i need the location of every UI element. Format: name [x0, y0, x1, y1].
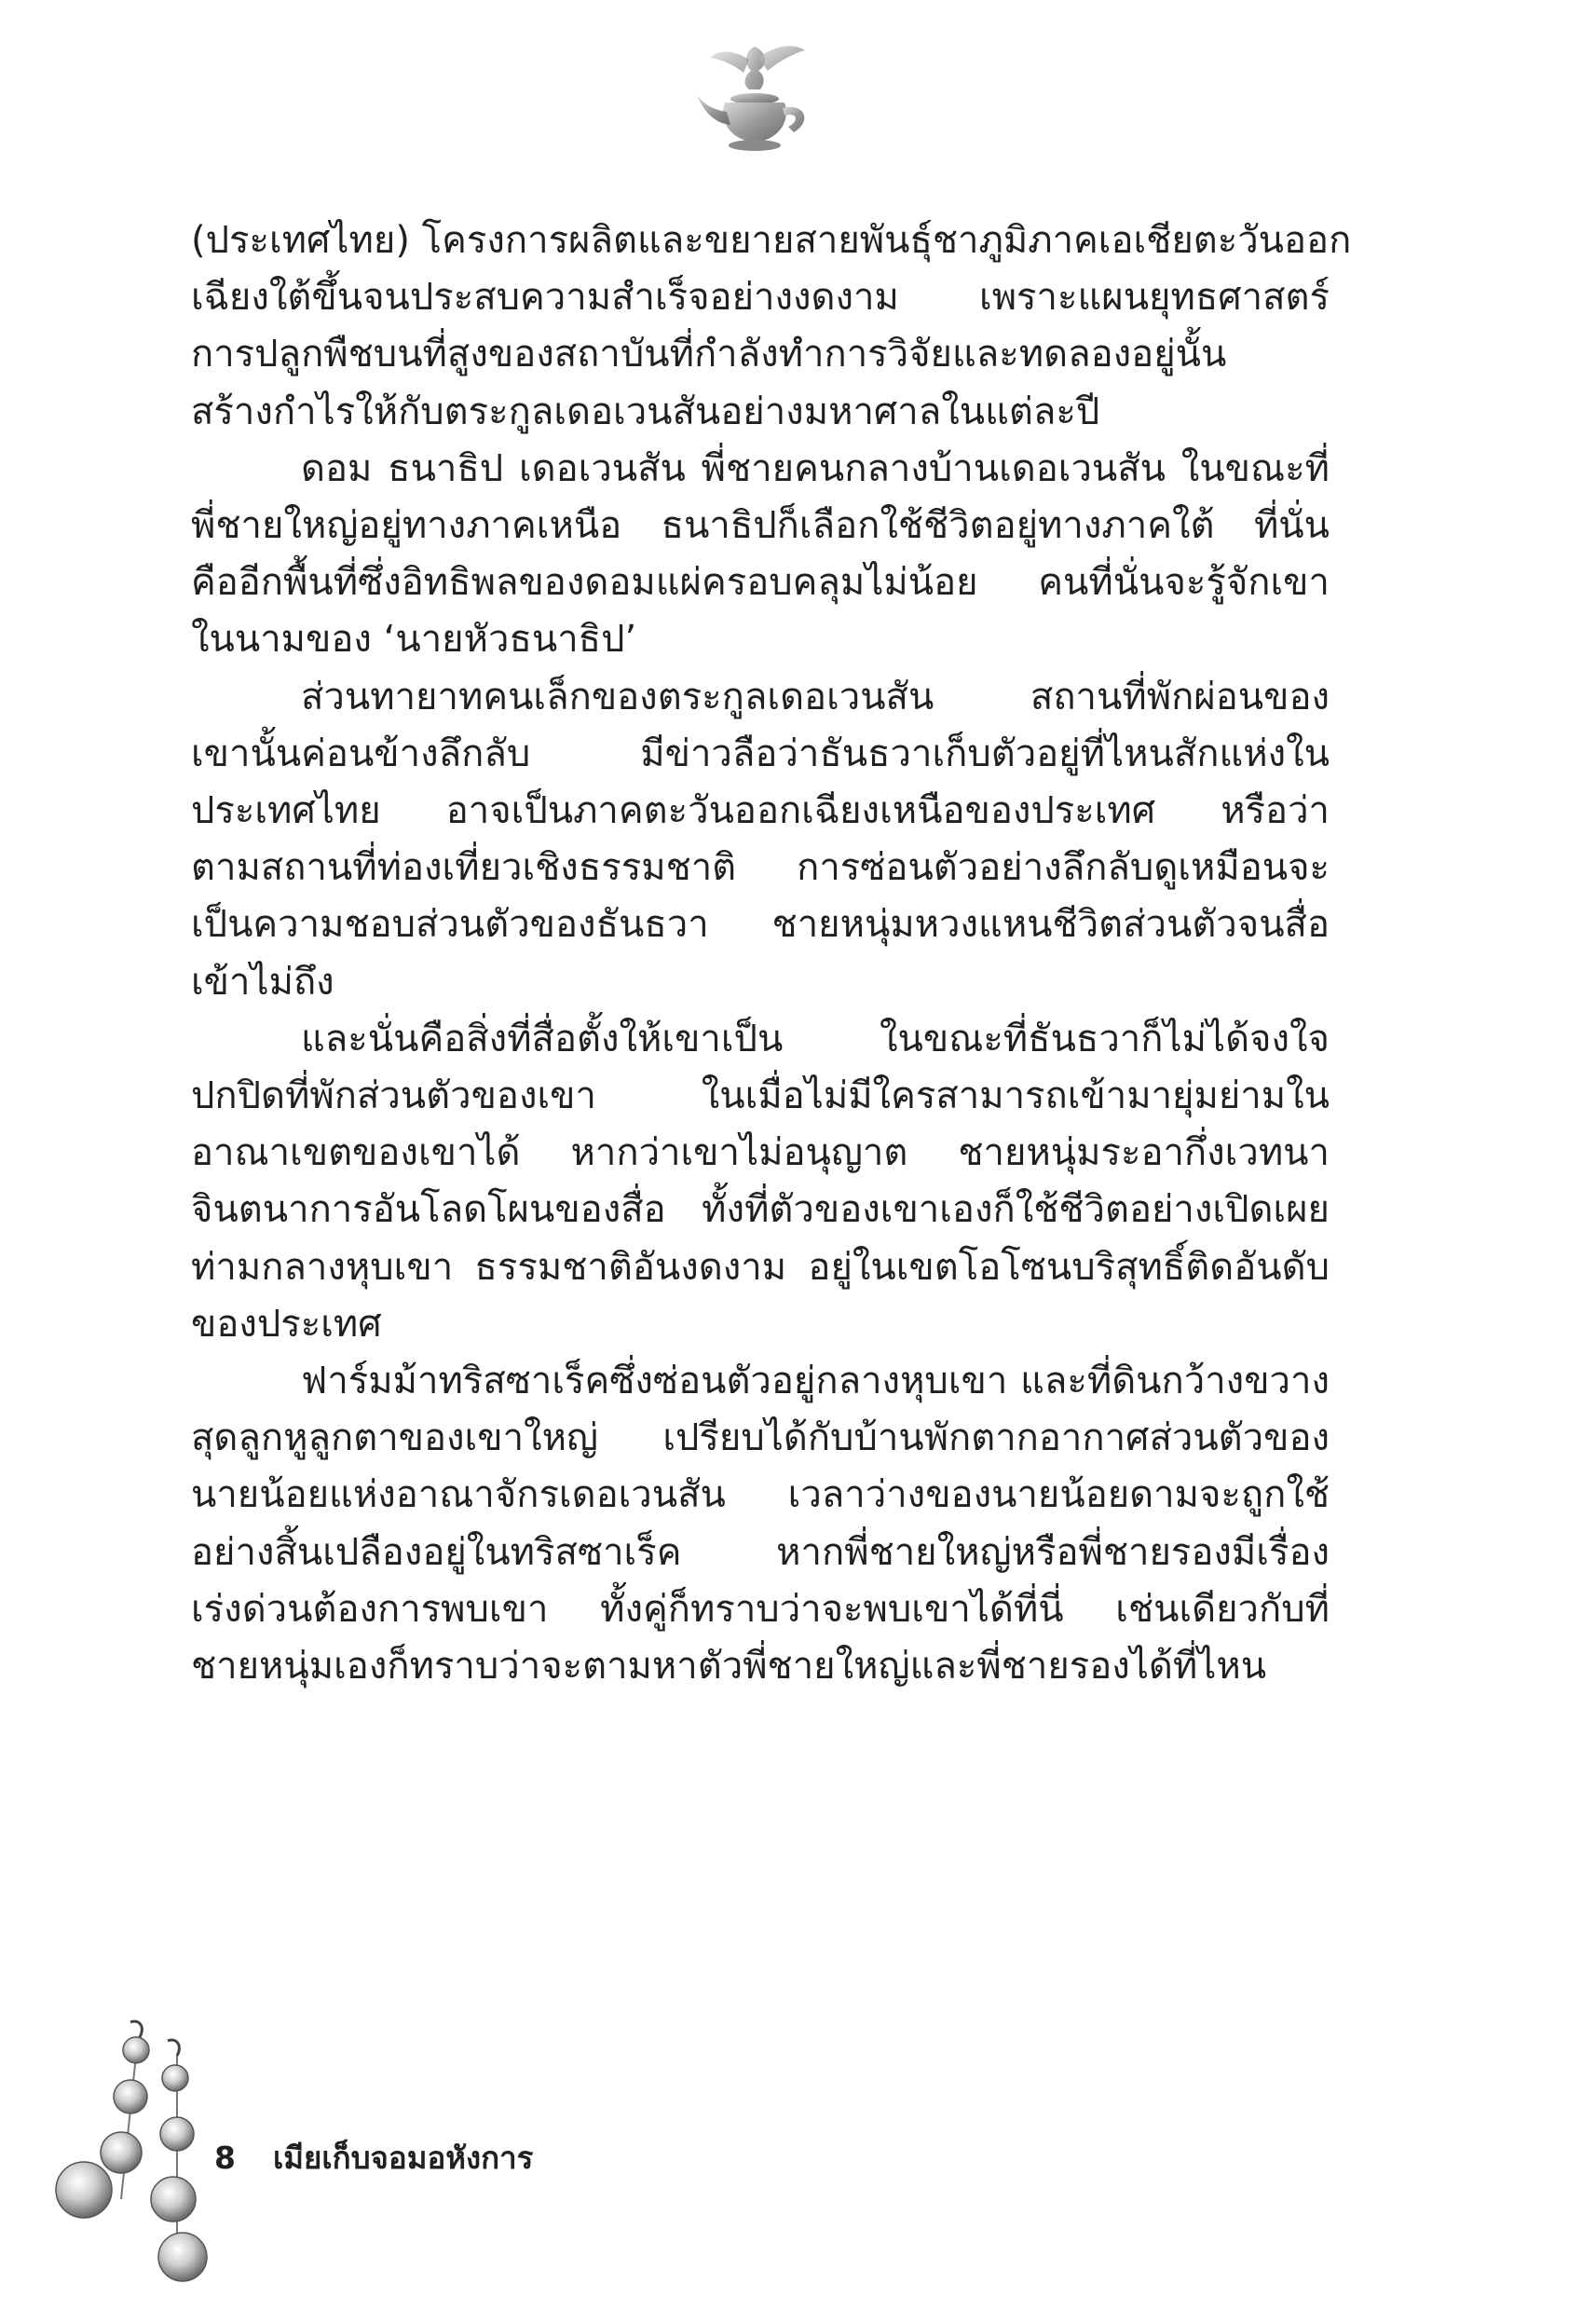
text-line: เร่งด่วนต้องการพบเขา ทั้งคู่ก็ทราบว่าจะพบเขาได้ที่นี่ เช่นเดียวกับที่: [191, 1587, 1330, 1631]
text-line: อย่างสิ้นเปลืองอยู่ในทริสซาเร็ค หากพี่ชายใหญ่หรือพี่ชายรองมีเรื่อง: [191, 1530, 1330, 1574]
text-line: และนั่นคือสิ่งที่สื่อตั้งให้เขาเป็น ในขณะที่ธันธวาก็ไม่ได้จงใจ: [301, 1017, 1330, 1060]
text-line: ของประเทศ: [191, 1302, 382, 1346]
text-line: ดอม ธนาธิป เดอเวนสัน พี่ชายคนกลางบ้านเดอเวนสัน ในขณะที่: [301, 446, 1330, 490]
text-line: เข้าไม่ถึง: [191, 960, 334, 1004]
text-line: สร้างกำไรให้กับตระกูลเดอเวนสันอย่างมหาศาลในแต่ละปี: [191, 390, 1100, 433]
page-number: 8: [214, 2139, 236, 2176]
text-line: สุดลูกหูลูกตาของเขาใหญ่ เปรียบได้กับบ้านพักตากอากาศส่วนตัวของ: [191, 1416, 1330, 1460]
page-footer: [214, 2134, 533, 2181]
text-line: จินตนาการอันโลดโผนของสื่อ ทั้งที่ตัวของเขาเองก็ใช้ชีวิตอย่างเปิดเผย: [191, 1188, 1330, 1232]
text-line: ประเทศไทย อาจเป็นภาคตะวันออกเฉียงเหนือของประเทศ หรือว่า: [191, 789, 1330, 833]
text-line: เป็นความชอบส่วนตัวของธันธวา ชายหนุ่มหวงแหนชีวิตส่วนตัวจนสื่อ: [191, 903, 1330, 947]
text-line: เขานั้นค่อนข้างลึกลับ มีข่าวลือว่าธันธวาเก็บตัวอยู่ที่ไหนสักแห่งใน: [191, 732, 1330, 775]
text-line: เฉียงใต้ขึ้นจนประสบความสำเร็จอย่างงดงาม เพราะแผนยุทธศาสตร์: [191, 276, 1330, 320]
text-line: ท่ามกลางหุบเขา ธรรมชาติอันงดงาม อยู่ในเขตโอโซนบริสุทธิ์ติดอันดับ: [191, 1245, 1330, 1289]
text-line: พี่ชายใหญ่อยู่ทางภาคเหนือ ธนาธิปก็เลือกใช้ชีวิตอยู่ทางภาคใต้ ที่นั่น: [191, 504, 1330, 548]
text-line: คืออีกพื้นที่ซึ่งอิทธิพลของดอมแผ่ครอบคลุมไม่น้อย คนที่นั่นจะรู้จักเขา: [191, 561, 1330, 605]
text-line: ตามสถานที่ท่องเที่ยวเชิงธรรมชาติ การซ่อนตัวอย่างลึกลับดูเหมือนจะ: [191, 846, 1330, 890]
text-line: ในนามของ ‘นายหัวธนาธิป’: [191, 618, 637, 662]
teapot-fairy-icon: [689, 37, 820, 158]
book-title: เมียเก็บจอมอหังการ: [272, 2139, 534, 2176]
text-line: ชายหนุ่มเองก็ทราบว่าจะตามหาตัวพี่ชายใหญ่และพี่ชายรองได้ที่ไหน: [191, 1645, 1267, 1689]
text-line: ปกปิดที่พักส่วนตัวของเขา ในเมื่อไม่มีใครสามารถเข้ามายุ่มย่ามใน: [191, 1074, 1330, 1118]
text-line: การปลูกพืชบนที่สูงของสถาบันที่กำลังทำการวิจัยและทดลองอยู่นั้น: [191, 333, 1227, 376]
diamond-earring-icon: [37, 2013, 214, 2292]
text-line: ฟาร์มม้าทริสซาเร็คซึ่งซ่อนตัวอยู่กลางหุบเขา และที่ดินกว้างขวาง: [301, 1360, 1330, 1403]
body-text: [191, 212, 1352, 1695]
text-line: อาณาเขตของเขาได้ หากว่าเขาไม่อนุญาต ชายหนุ่มระอากึ่งเวทนา: [191, 1131, 1330, 1175]
text-line: ส่วนทายาทคนเล็กของตระกูลเดอเวนสัน สถานที่พักผ่อนของ: [301, 675, 1330, 718]
text-line: (ประเทศไทย) โครงการผลิตและขยายสายพันธุ์ชาภูมิภาคเอเชียตะวันออก: [191, 219, 1352, 262]
text-line: นายน้อยแห่งอาณาจักรเดอเวนสัน เวลาว่างของนายน้อยดามจะถูกใช้: [191, 1473, 1330, 1517]
